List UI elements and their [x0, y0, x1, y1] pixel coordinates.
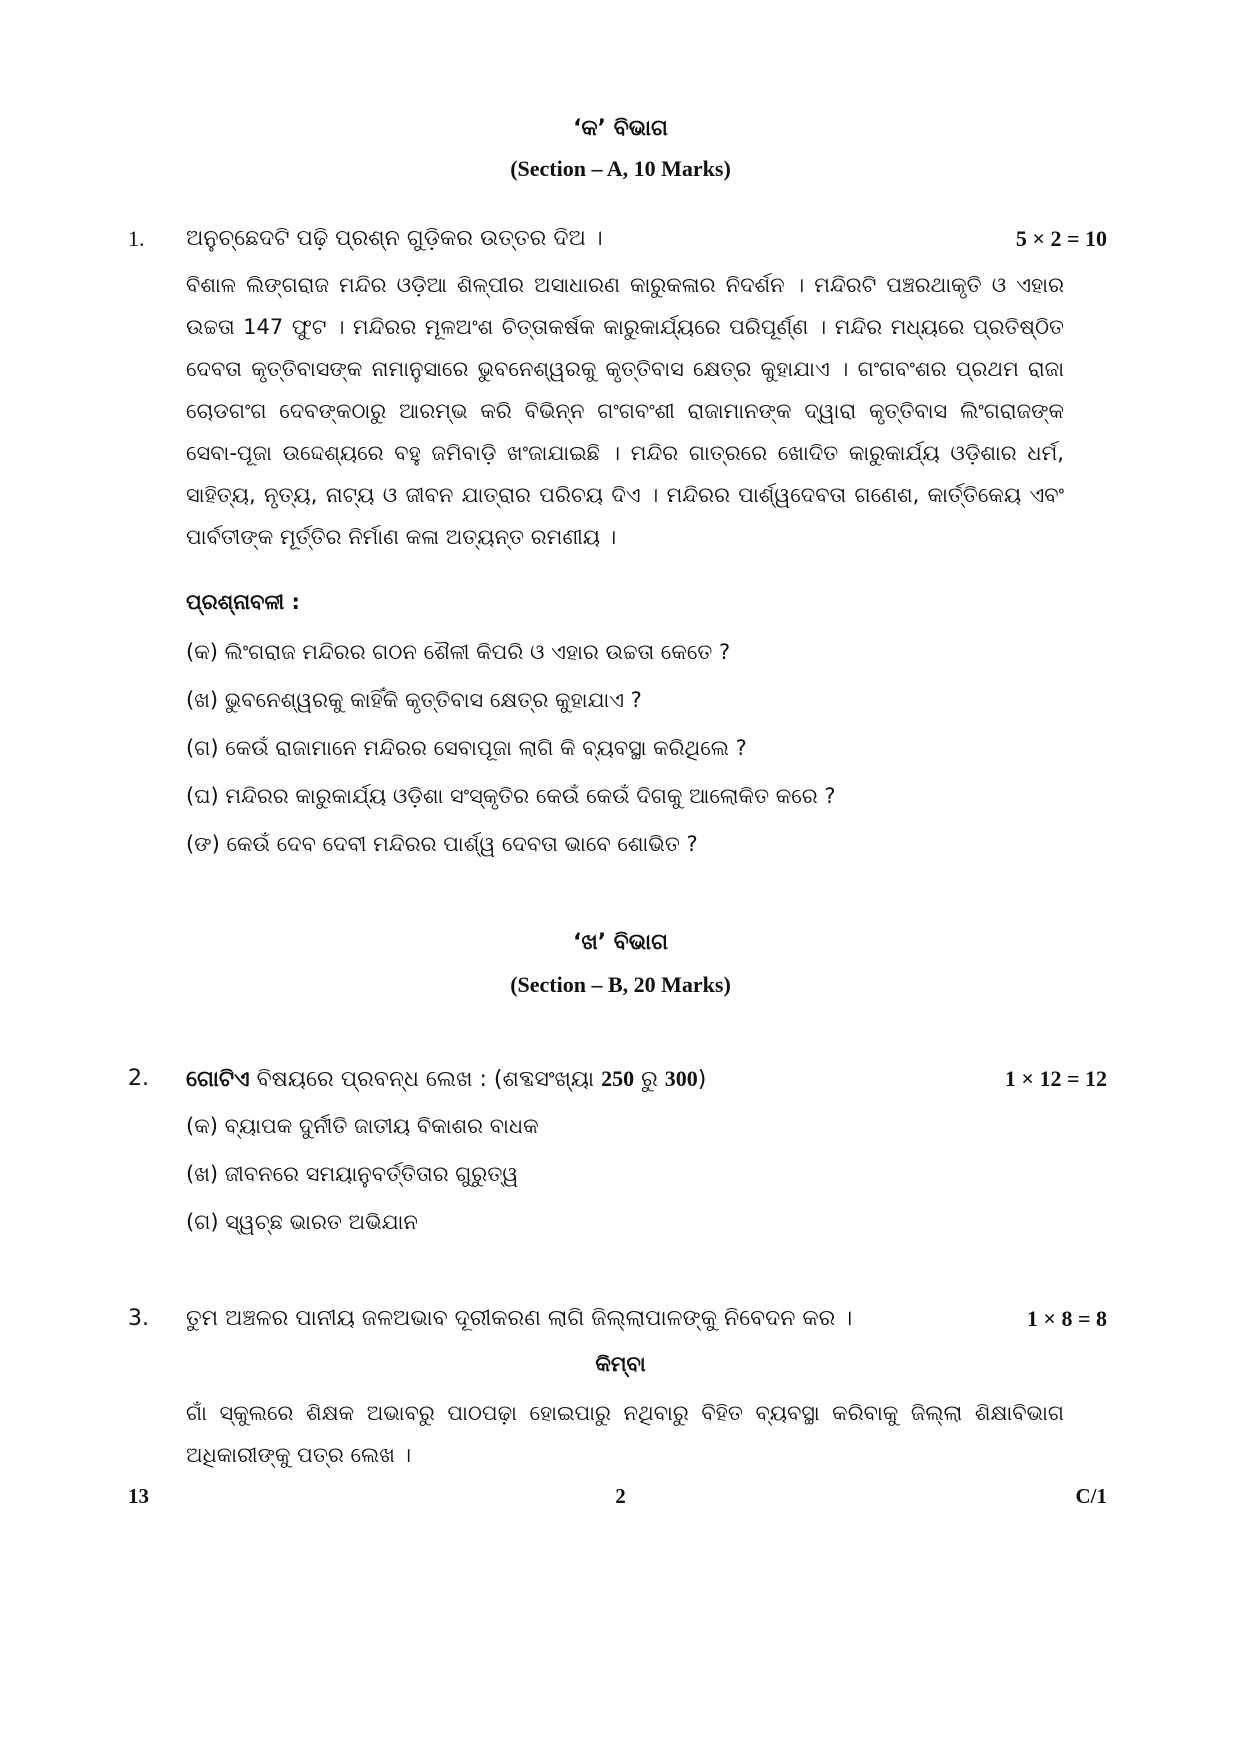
- question-2-option-ga: (ଗ) ସ୍ୱଚ୍ଛ ଭାରତ ଅଭିଯାନ: [186, 1210, 418, 1234]
- question-1-sub-nga: (ଙ) କେଉଁ ଦେବ ଦେବୀ ମନ୍ଦିରର ପାର୍ଶ୍ୱ ଦେବତା ଭାବେ ଶୋଭିତ ?: [186, 832, 698, 856]
- section-a-subheading: (Section – A, 10 Marks): [510, 156, 731, 181]
- question-2-option-ka: (କ) ବ୍ୟାପକ ଦୁର୍ନୀତି ଜାତୀୟ ବିକାଶର ବାଧକ: [186, 1114, 539, 1138]
- question-1-sub-kha: (ଖ) ଭୁବନେଶ୍ୱରକୁ କାହିଁକି କୃତ୍ତିବାସ କ୍ଷେତ୍ର କୁହାଯାଏ ?: [186, 688, 642, 712]
- question-3-alternative: ଗାଁ ସ୍କୁଲରେ ଶିକ୍ଷକ ଅଭାବରୁ ପାଠପଢ଼ା ହୋଇପାରୁ ନଥିବାରୁ ବିହିତ ବ୍ୟବସ୍ଥା କରିବାକୁ ଜିଲ୍ଲା ଶିକ୍ଷାବିଭାଗ ଅଧିକାରୀଙ୍କୁ ପତ୍ର ଲେଖ ।: [186, 1401, 1064, 1467]
- or-divider: କିମ୍ବା: [595, 1352, 646, 1376]
- question-2-words-max: 300: [664, 1066, 698, 1091]
- question-2-number: 2.: [128, 1066, 149, 1091]
- question-1-passage: ବିଶାଳ ଲିଙ୍ଗରାଜ ମନ୍ଦିର ଓଡ଼ିଆ ଶିଳ୍ପୀର ଅସାଧାରଣ କାରୁକଳାର ନିଦର୍ଶନ । ମନ୍ଦିରଟି ପଞ୍ଚରଥାକୃତି ଓ ଏହାର ଉଚ୍ଚତା 147 ଫୁଟ । ମନ୍ଦିରର ମୂଳଅଂଶ ଚିତ୍ତାକର୍ଷକ କାରୁକାର୍ଯ୍ୟରେ ପରିପୂର୍ଣ୍ଣ । ମନ୍ଦିର ମଧ୍ୟରେ ପ୍ରତିଷ୍ଠିତ ଦେବତା କୃତ୍ତିବାସଙ୍କ ନାମାନୁସାରେ ଭୁବନେଶ୍ୱରକୁ କୃତ୍ତିବାସ କ୍ଷେତ୍ର କୁହାଯାଏ । ଗଂଗବଂଶର ପ୍ରଥମ ରାଜା ଚୋଡଗଂଗ ଦେବଙ୍କଠାରୁ ଆରମ୍ଭ କରି ବିଭିନ୍ନ ଗଂଗବଂଶୀ ରାଜାମାନଙ୍କ ଦ୍ୱାରା କୃତ୍ତିବାସ ଲିଂଗରାଜଙ୍କ ସେବା-ପୂଜା ଉଦ୍ଦେଶ୍ୟରେ ବହୁ ଜମିବାଡ଼ି ଖଂଜାଯାଇଛି । ମନ୍ଦିର ଗାତ୍ରରେ ଖୋଦିତ କାରୁକାର୍ଯ୍ୟ ଓଡ଼ିଶାର ଧର୍ମ, ସାହିତ୍ୟ, ନୃତ୍ୟ, ନାଟ୍ୟ ଓ ଜୀବନ ଯାତ୍ରାର ପରିଚୟ ଦିଏ । ମନ୍ଦିରର ପାର୍ଶ୍ୱଦେବତା ଗଣେଶ, କାର୍ତ୍ତିକେୟ ଏବଂ ପାର୍ବତୀଙ୍କ ମୂର୍ତ୍ତିର ନିର୍ମାଣ କଳା ଅତ୍ୟନ୍ତ ରମଣୀୟ ।: [186, 273, 1064, 549]
- question-2-prompt-start: ଗୋଟିଏ: [186, 1067, 250, 1092]
- question-2-words-joiner: ରୁ: [634, 1067, 665, 1092]
- question-2-option-kha: (ଖ) ଜୀବନରେ ସମୟାନୁବର୍ତ୍ତିତାର ଗୁରୁତ୍ୱ: [186, 1162, 519, 1186]
- question-3-prompt: ତୁମ ଅଞ୍ଚଳର ପାନୀୟ ଜଳଅଭାବ ଦୂରୀକରଣ ଲାଗି ଜିଲ୍ଲାପାଳଙ୍କୁ ନିବେଦନ କର ।: [186, 1306, 853, 1331]
- question-1-marks: 5 × 2 = 10: [1015, 226, 1107, 251]
- section-b-subheading: (Section – B, 20 Marks): [510, 972, 731, 997]
- section-b-heading: ‘ଖ’ ବିଭାଗ: [572, 930, 669, 955]
- question-1-sub-ka: (କ) ଲିଂଗରାଜ ମନ୍ଦିରର ଗଠନ ଶୈଳୀ କିପରି ଓ ଏହାର ଉଚ୍ଚତା କେତେ ?: [186, 640, 731, 664]
- question-1-number: 1.: [128, 226, 145, 251]
- footer-set: C/1: [1075, 1484, 1107, 1508]
- question-2-words-min: 250: [601, 1066, 635, 1091]
- question-1-sub-gha: (ଘ) ମନ୍ଦିରର କାରୁକାର୍ଯ୍ୟ ଓଡ଼ିଶା ସଂସ୍କୃତିର କେଉଁ କେଉଁ ଦିଗକୁ ଆଲୋକିତ କରେ ?: [186, 784, 836, 808]
- question-3-number: 3.: [128, 1306, 149, 1331]
- section-a-heading: ‘କ’ ବିଭାଗ: [573, 116, 668, 141]
- question-3-marks: 1 × 8 = 8: [1026, 1306, 1107, 1331]
- footer-page-number: 2: [615, 1484, 626, 1508]
- question-2-prompt: [186, 1066, 706, 1092]
- question-2-marks: 1 × 12 = 12: [1004, 1066, 1107, 1091]
- question-1-sub-ga: (ଗ) କେଉଁ ରାଜାମାନେ ମନ୍ଦିରର ସେବାପୂଜା ଲାଗି କି ବ୍ୟବସ୍ଥା କରିଥିଲେ ?: [186, 736, 747, 760]
- question-1-prompt: ଅନୁଚ୍ଛେଦଟି ପଢ଼ି ପ୍ରଶ୍ନ ଗୁଡ଼ିକର ଉତ୍ତର ଦିଅ ।: [186, 226, 603, 251]
- footer-code: 13: [128, 1484, 149, 1508]
- question-2-prompt-end: ): [697, 1067, 707, 1092]
- question-2-prompt-mid: ବିଷୟରେ ପ୍ରବନ୍ଧ ଲେଖ : (ଶବ୍ଦସଂଖ୍ୟା: [249, 1067, 602, 1092]
- questions-label: ପ୍ରଶ୍ନାବଳୀ :: [186, 590, 300, 614]
